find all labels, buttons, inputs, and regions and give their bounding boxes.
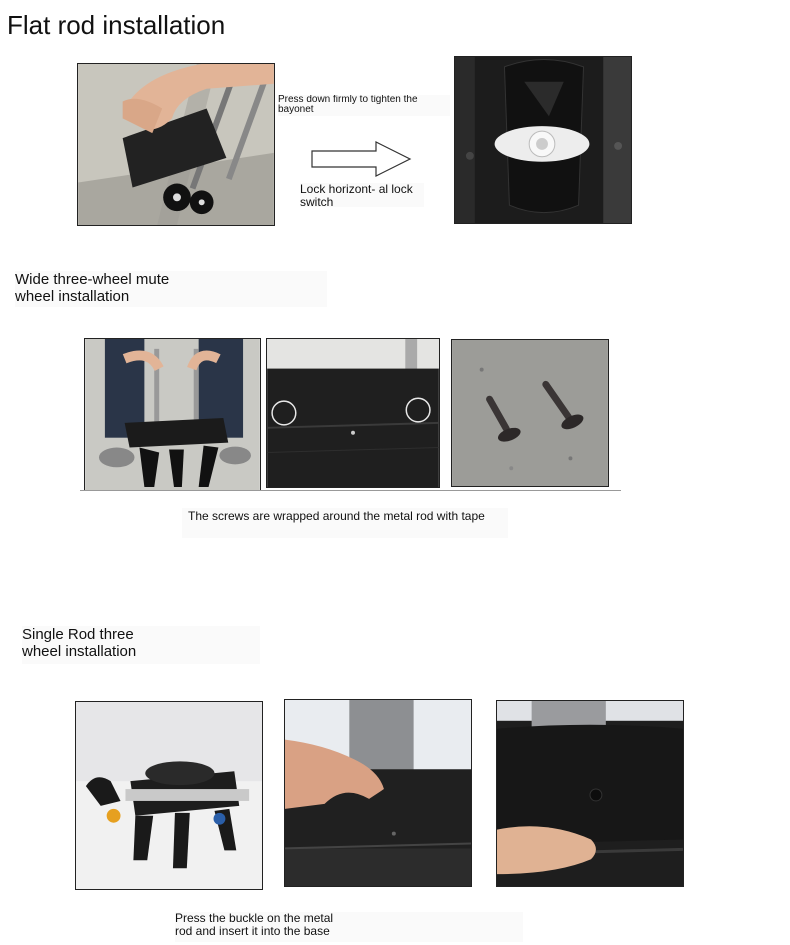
photo-base-screw-holes bbox=[266, 338, 440, 488]
section-title-line: Wide three-wheel mute bbox=[15, 271, 170, 288]
divider-line bbox=[80, 490, 621, 491]
section-title-single-rod bbox=[22, 626, 260, 664]
section-title-wide-wheel bbox=[15, 271, 327, 307]
photo-three-wheel-base bbox=[75, 701, 263, 890]
caption-lock-switch: Lock horizont- al lock switch bbox=[300, 183, 424, 207]
caption-line: rod and insert it into the base bbox=[175, 924, 330, 938]
caption-press-down: Press down firmly to tighten the bayonet bbox=[278, 95, 450, 116]
photo-insert-rod bbox=[284, 699, 472, 887]
photo-press-buckle bbox=[496, 700, 684, 887]
photo-lock-switch bbox=[454, 56, 632, 224]
right-arrow-icon bbox=[310, 140, 412, 178]
caption-line: Press the buckle on the metal bbox=[175, 911, 334, 925]
photo-person-with-cart bbox=[84, 338, 261, 491]
caption-press-buckle bbox=[175, 912, 523, 942]
caption-screws-tape: The screws are wrapped around the metal rod with tape bbox=[182, 508, 508, 538]
photo-screws bbox=[451, 339, 609, 487]
section-title-line: wheel installation bbox=[22, 643, 137, 660]
photo-press-down-cart bbox=[77, 63, 275, 226]
section-title-line: wheel installation bbox=[15, 288, 130, 305]
section-title-flat-rod: Flat rod installation bbox=[7, 10, 226, 40]
section-title-line: Single Rod three bbox=[22, 626, 134, 643]
